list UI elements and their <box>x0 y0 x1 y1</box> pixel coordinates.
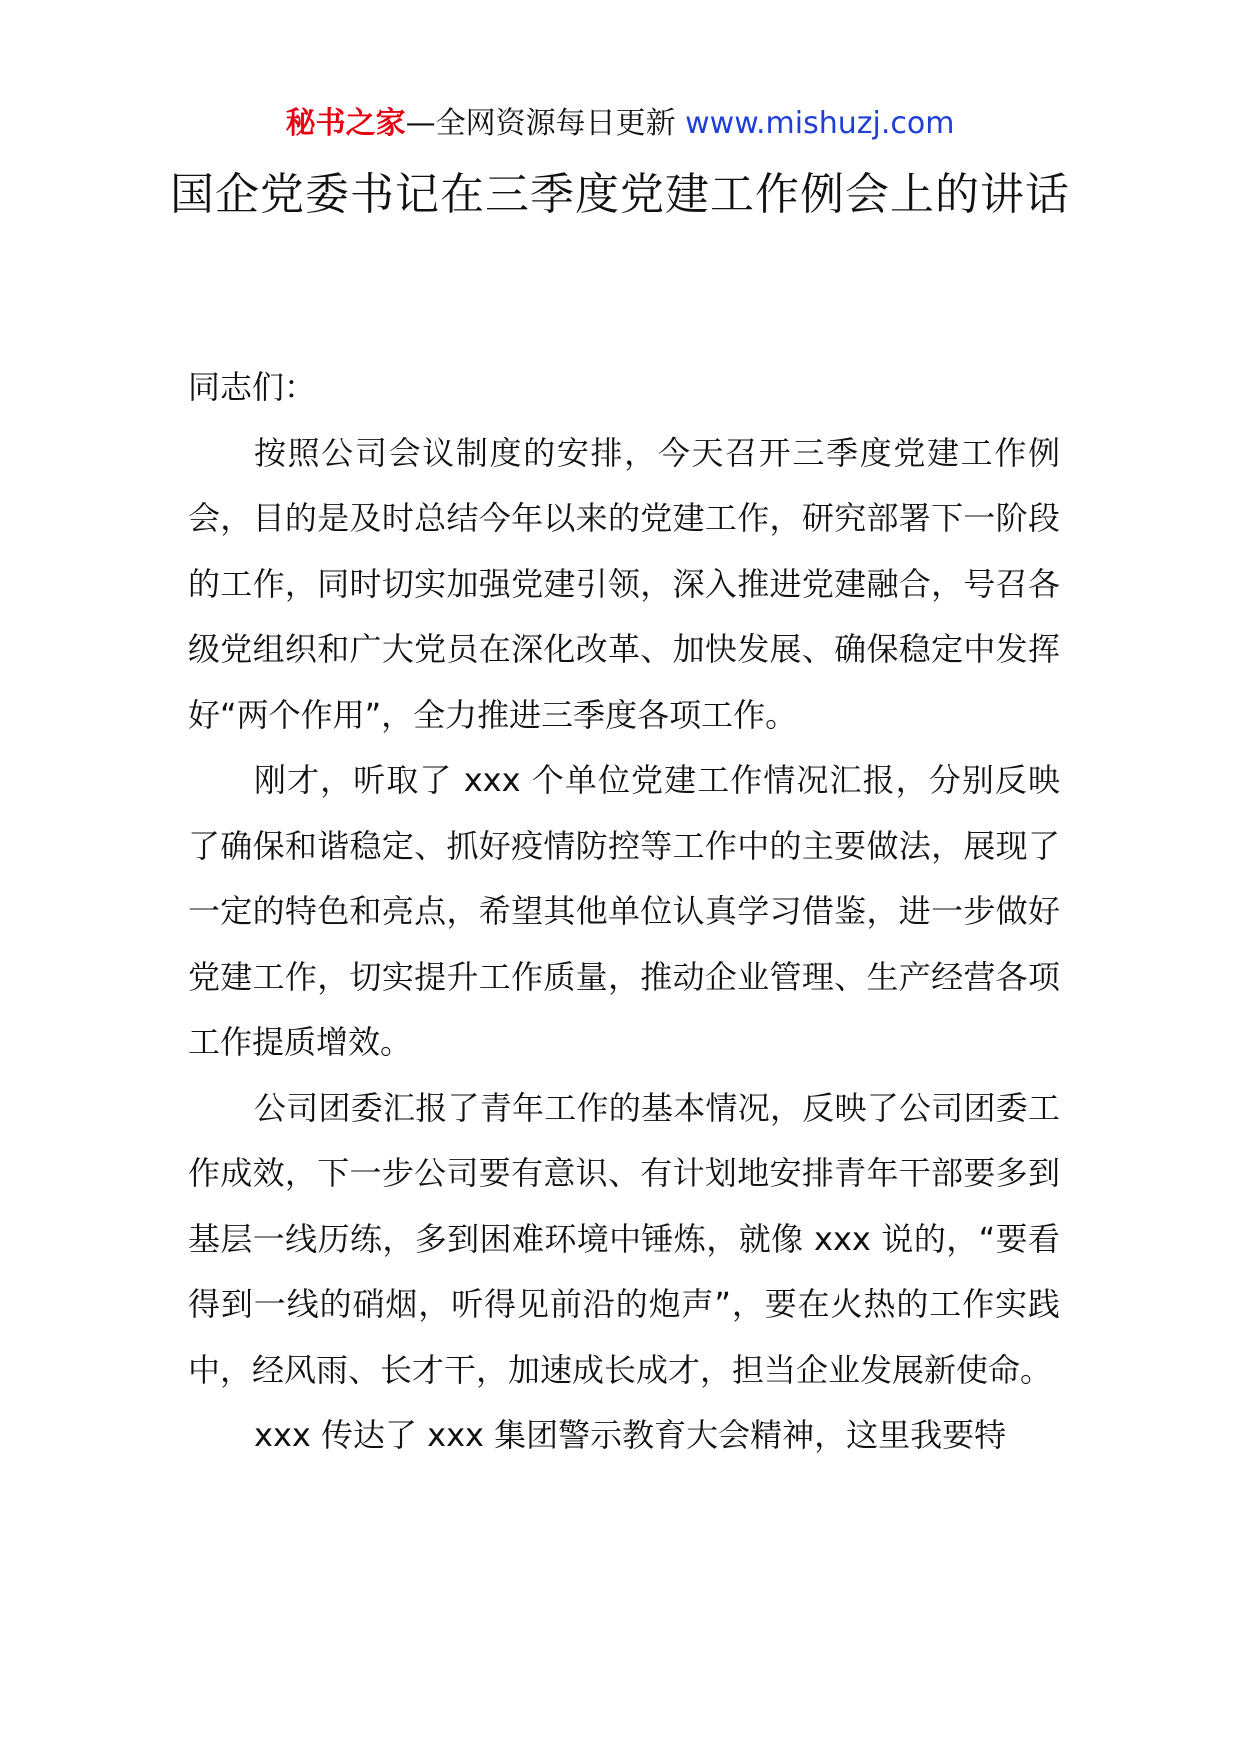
paragraph: 刚才，听取了 xxx 个单位党建工作情况汇报，分别反映了确保和谐稳定、抓好疫情防控等工作中的主要做法，展现了一定的特色和亮点，希望其他单位认真学习借鉴，进一步做好党建工作，切实提升工作质量，推动企业管理、生产经营各项工作提质增效。 <box>188 761 1060 1061</box>
document-title: 国企党委书记在三季度党建工作例会上的讲话 <box>170 169 1070 220</box>
header-tagline: —全网资源每日更新 <box>405 106 676 141</box>
brand-name: 秘书之家 <box>285 106 406 141</box>
salutation: 同志们： <box>188 368 317 406</box>
site-url[interactable]: www.mishuzj.com <box>685 106 955 141</box>
site-header <box>0 102 1240 146</box>
paragraph: 公司团委汇报了青年工作的基本情况，反映了公司团委工作成效，下一步公司要有意识、有计划地安排青年干部要多到基层一线历练，多到困难环境中锤炼，就像 xxx 说的，“要看得到一线的硝烟，听得见前沿的炮声”，要在火热的工作实践中，经风雨、长才干，加速成长成才，担当企业发展新使命。 <box>188 1088 1060 1389</box>
paragraph: xxx 传达了 xxx 集团警示教育大会精神，这里我要特 <box>254 1416 1007 1454</box>
document-body <box>188 355 1060 1469</box>
paragraph: 按照公司会议制度的安排，今天召开三季度党建工作例会，目的是及时总结今年以来的党建工作，研究部署下一阶段的工作，同时切实加强党建引领，深入推进党建融合，号召各级党组织和广大党员在深化改革、加快发展、确保稳定中发挥好“两个作用”，全力推进三季度各项工作。 <box>188 433 1060 734</box>
